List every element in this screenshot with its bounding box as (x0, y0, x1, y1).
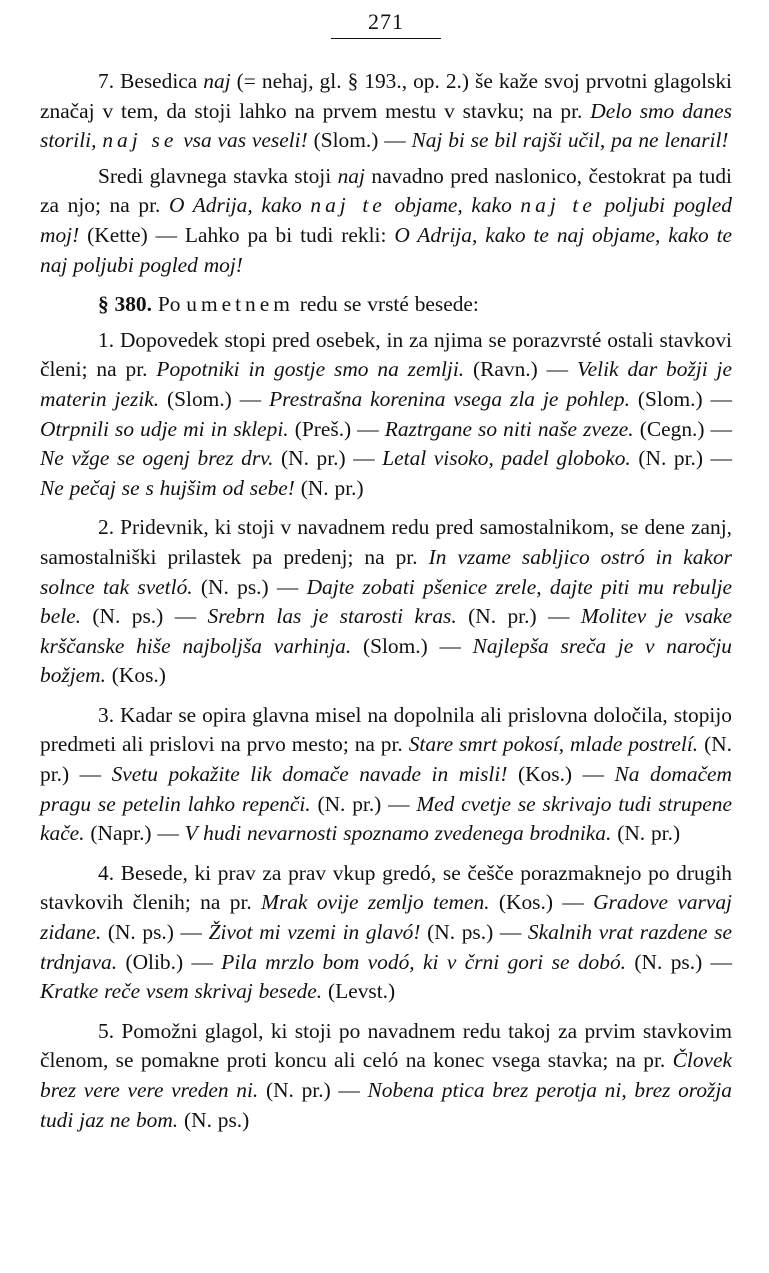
page-number: 271 (368, 9, 404, 34)
paragraph-2-pridevnik: 2. Pridevnik, ki stoji v navadnem redu pred samostalnikom, se dene zanj, samostalniški prilastek pa predenj; na pr. In vzame sabljico ostró in kakor solnce tak svetló. (N. ps.) — Dajte zobati pšenice zrele, dajte piti mu rebulje bele. (N. ps.) — Srebrn las je starosti kras. (N. pr.) — Molitev je vsake krščanske hiše najboljša varhinja. (Slom.) — Najlepša sreča je v naročju božjem. (Kos.) (40, 515, 733, 688)
paragraph-5-pomozni-glagol: 5. Pomožni glagol, ki stoji po navadnem redu takoj za prvim stavkovim členom, se pomakne proti koncu ali celó na konec vsega stavka; na pr. Človek brez vere vere vreden ni. (N. pr.) — Nobena ptica brez perotja ni, brez orožja tudi jaz ne bom. (N. ps.) (40, 1018, 732, 1132)
paragraph-sredi: Sredi glavnega stavka stoji naj navadno pred naslonico, čestokrat pa tudi za njo; na pr. O Adrija, kako naj te objame, kako naj te poljubi pogled moj! (Kette) — Lahko pa bi tudi rekli: O Adrija, kako te naj objame, kako te naj poljubi pogled moj! (40, 163, 733, 277)
page-body (40, 67, 732, 1135)
header-rule (331, 38, 441, 39)
paragraph-4-besede: 4. Besede, ki prav za prav vkup gredó, se češče porazmaknejo po drugih stavkovih členih; na pr. Mrak ovije zemljo temen. (Kos.) — Gradove varvaj zidane. (N. ps.) — Život mi vzemi in glavó! (N. ps.) — Skalnih vrat razdene se trdnjava. (Olib.) — Pila mrzlo bom vodó, ki v črni gori se dobó. (N. ps.) — Kratke reče vsem skrivaj besede. (Levst.) (40, 860, 732, 1004)
paragraph-7-naj: 7. Besedica naj (= nehaj, gl. § 193., op. 2.) še kaže svoj prvotni glagolski značaj v tem, da stoji lahko na prvem mestu v stavku; na pr. Delo smo danes storili, naj se vsa vas veseli! (Slom.) — Naj bi se bil rajši učil, pa ne lenaril! (40, 69, 732, 153)
section-380-heading: § 380. Po umetnem redu se vrsté besede: (98, 292, 479, 317)
paragraph-3-dopolnila: 3. Kadar se opira glavna misel na dopolnila ali prislovna določila, stopijo predmeti ali prislovi na prvo mesto; na pr. Stare smrt pokosí, mlade postrelí. (N. pr.) — Svetu pokažite lik domače navade in misli! (Kos.) — Na domačem pragu se petelin lahko repenči. (N. pr.) — Med cvetje se skrivajo tudi strupene kače. (Napr.) — V hudi nevarnosti spoznamo zvedenega brodnika. (N. pr.) (40, 702, 733, 846)
paragraph-1-dopovedek: 1. Dopovedek stopi pred osebek, in za njima se porazvrsté ostali stavkovi členi; na pr. Popotniki in gostje smo na zemlji. (Ravn.) — Velik dar božji je materin jezik. (Slom.) — Prestrašna korenina vsega zla je pohlep. (Slom.) — Otrpnili so udje mi in sklepi. (Preš.) — Raztrgane so niti naše zveze. (Cegn.) — Ne vžge se ogenj brez drv. (N. pr.) — Letal visoko, padel globoko. (N. pr.) — Ne pečaj se s hujšim od sebe! (N. pr.) (40, 327, 733, 500)
book-page (40, 0, 732, 1145)
